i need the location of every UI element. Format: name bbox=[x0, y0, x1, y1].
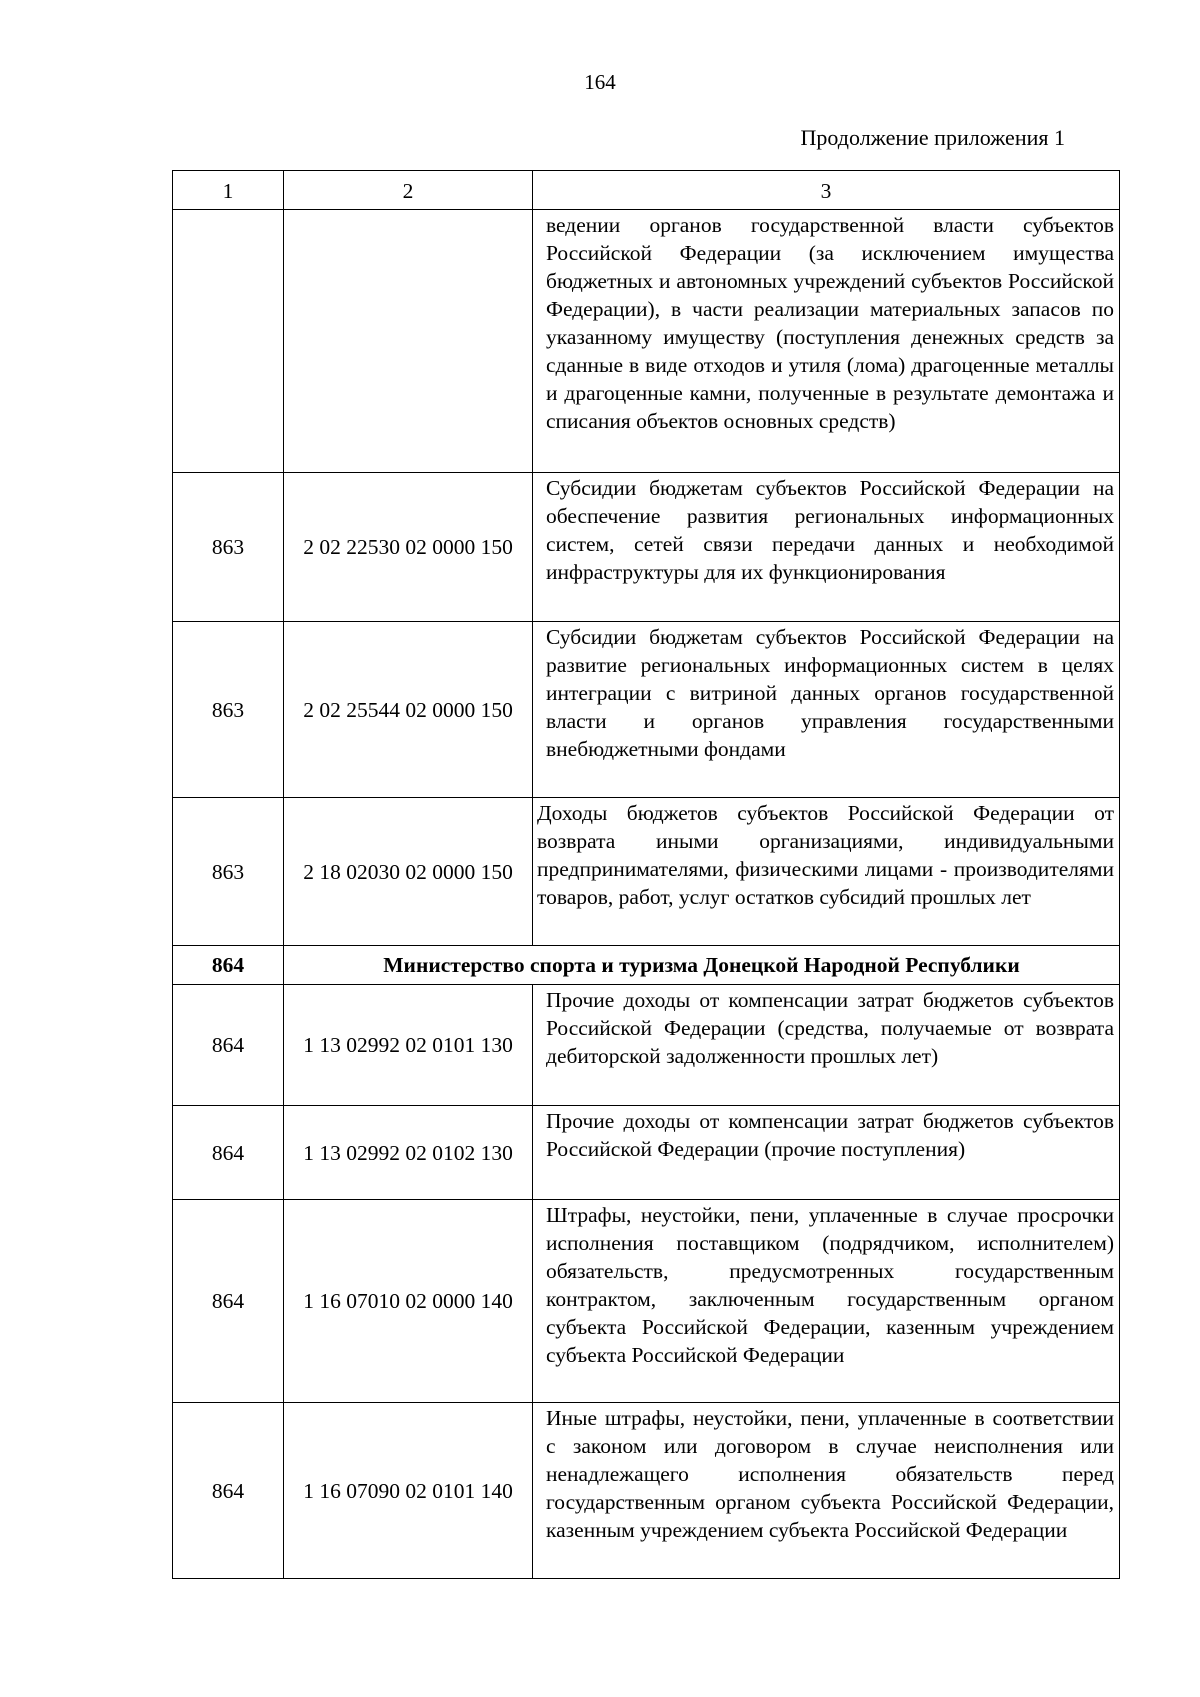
table-row bbox=[173, 210, 1120, 473]
description-cell: Прочие доходы от компенсации затрат бюджетов субъектов Российской Федерации (прочие поступления) bbox=[533, 1106, 1120, 1200]
header-col-3: 3 bbox=[533, 171, 1120, 210]
budget-code-cell bbox=[284, 210, 533, 473]
table-row bbox=[173, 1106, 1120, 1200]
admin-code-cell bbox=[173, 210, 284, 473]
table-row bbox=[173, 622, 1120, 798]
table-row bbox=[173, 473, 1120, 622]
budget-code-cell: 2 18 02030 02 0000 150 bbox=[284, 798, 533, 946]
admin-code-cell: 864 bbox=[173, 1106, 284, 1200]
section-header-row bbox=[173, 946, 1120, 985]
header-col-2: 2 bbox=[284, 171, 533, 210]
description-cell: Субсидии бюджетам субъектов Российской Федерации на обеспечение развития региональных информационных систем, сетей связи передачи данных и необходимой инфраструктуры для их функционирования bbox=[533, 473, 1120, 622]
revenue-table bbox=[172, 170, 1120, 1579]
page-number: 164 bbox=[584, 70, 616, 94]
description-cell: Субсидии бюджетам субъектов Российской Федерации на развитие региональных информационных систем в целях интеграции с витриной данных органов государственной власти и органов управления государственными внебюджетными фондами bbox=[533, 622, 1120, 798]
budget-code-cell: 1 16 07090 02 0101 140 bbox=[284, 1403, 533, 1579]
budget-code-cell: 2 02 25544 02 0000 150 bbox=[284, 622, 533, 798]
budget-code-cell: 1 13 02992 02 0102 130 bbox=[284, 1106, 533, 1200]
continuation-label: Продолжение приложения 1 bbox=[800, 125, 1065, 150]
admin-code-cell: 864 bbox=[173, 985, 284, 1106]
budget-code-cell: 2 02 22530 02 0000 150 bbox=[284, 473, 533, 622]
admin-code-cell: 863 bbox=[173, 473, 284, 622]
table-row bbox=[173, 798, 1120, 946]
section-admin-code: 864 bbox=[173, 946, 284, 985]
table-row bbox=[173, 985, 1120, 1106]
admin-code-cell: 864 bbox=[173, 1200, 284, 1403]
description-cell: ведении органов государственной власти субъектов Российской Федерации (за исключением имущества бюджетных и автономных учреждений субъектов Российской Федерации), в части реализации материальных запасов по указанному имуществу (поступления денежных средств за сданные в виде отходов и утиля (лома) драгоценные металлы и драгоценные камни, полученные в результате демонтажа и списания объектов основных средств) bbox=[533, 210, 1120, 473]
budget-code-cell: 1 13 02992 02 0101 130 bbox=[284, 985, 533, 1106]
table-header-row bbox=[173, 171, 1120, 210]
description-cell: Иные штрафы, неустойки, пени, уплаченные в соответствии с законом или договором в случае неисполнения или ненадлежащего исполнения обязательств перед государственным органом субъекта Российской Федерации, казенным учреждением субъекта Российской Федерации bbox=[533, 1403, 1120, 1579]
table-row bbox=[173, 1403, 1120, 1579]
budget-code-cell: 1 16 07010 02 0000 140 bbox=[284, 1200, 533, 1403]
header-col-1: 1 bbox=[173, 171, 284, 210]
description-cell: Прочие доходы от компенсации затрат бюджетов субъектов Российской Федерации (средства, получаемые от возврата дебиторской задолженности прошлых лет) bbox=[533, 985, 1120, 1106]
admin-code-cell: 863 bbox=[173, 798, 284, 946]
admin-code-cell: 863 bbox=[173, 622, 284, 798]
description-cell: Штрафы, неустойки, пени, уплаченные в случае просрочки исполнения поставщиком (подрядчиком, исполнителем) обязательств, предусмотренных государственным контрактом, заключенным государственным органом субъекта Российской Федерации, казенным учреждением субъекта Российской Федерации bbox=[533, 1200, 1120, 1403]
table-row bbox=[173, 1200, 1120, 1403]
admin-code-cell: 864 bbox=[173, 1403, 284, 1579]
description-cell: Доходы бюджетов субъектов Российской Федерации от возврата иными организациями, индивидуальными предпринимателями, физическими лицами - производителями товаров, работ, услуг остатков субсидий прошлых лет bbox=[533, 798, 1120, 946]
section-title: Министерство спорта и туризма Донецкой Народной Республики bbox=[284, 946, 1120, 985]
